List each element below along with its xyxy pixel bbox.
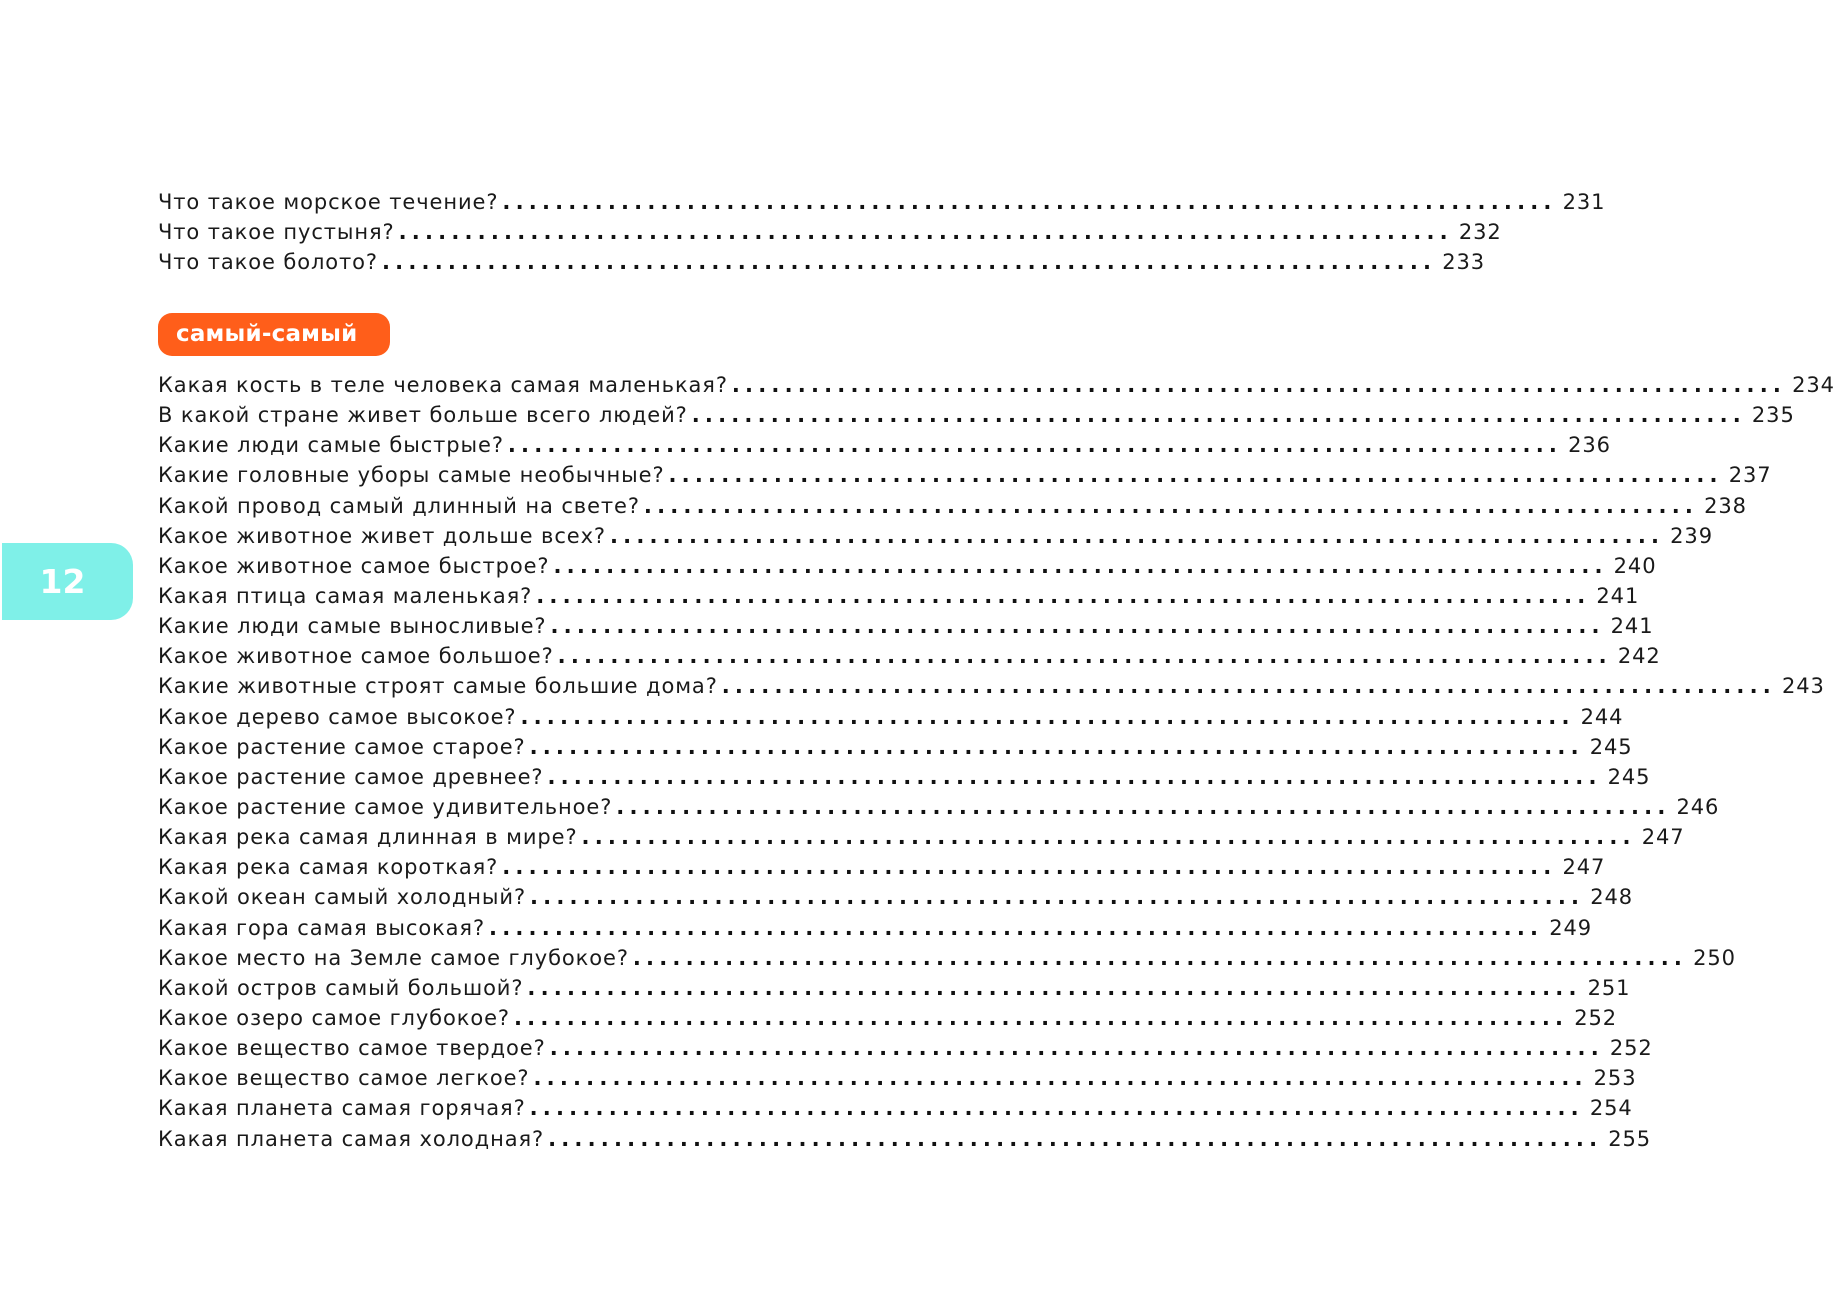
toc-entry-page-number: 234 xyxy=(1792,373,1835,397)
toc-entry xyxy=(158,915,1593,946)
toc-entry-title: Что такое пустыня? xyxy=(158,220,395,245)
toc-entry xyxy=(158,1066,1637,1096)
toc-entry xyxy=(158,553,1657,584)
toc-entry-title: Какой океан самый холодный? xyxy=(158,885,526,910)
toc-dot-leader: ................................................................................ xyxy=(507,433,1563,458)
toc-dot-leader: ................................................................................ xyxy=(691,403,1746,428)
toc-entry xyxy=(158,614,1654,644)
toc-entry-title: Что такое морское течение? xyxy=(158,190,499,214)
toc-dot-leader: ................................................................................ xyxy=(381,250,1437,275)
toc-dot-leader: ................................................................................ xyxy=(530,885,1585,910)
toc-entry xyxy=(158,644,1661,674)
toc-entry-title: Какие головные уборы самые необычные? xyxy=(158,463,665,488)
toc-list-main xyxy=(158,373,1835,1157)
toc-entry-title: Какое растение самое старое? xyxy=(158,734,526,759)
toc-dot-leader: ................................................................................ xyxy=(668,463,1723,488)
toc-entry-title: Какая планета самая горячая? xyxy=(158,1096,526,1121)
toc-entry-page-number: 247 xyxy=(1641,825,1685,850)
toc-entry xyxy=(158,190,1606,220)
toc-dot-leader: ................................................................................ xyxy=(398,220,1453,245)
toc-entry-title: В какой стране живет больше всего людей? xyxy=(158,403,688,428)
toc-entry-title: Какие люди самые быстрые? xyxy=(158,433,504,458)
toc-entry-page-number: 245 xyxy=(1607,764,1651,789)
toc-entry xyxy=(158,250,1485,280)
toc-entry xyxy=(158,1096,1633,1126)
toc-dot-leader: ................................................................................ xyxy=(547,764,1602,789)
toc-entry xyxy=(158,794,1720,825)
toc-entry-title: Какое животное самое быстрое? xyxy=(158,553,550,578)
toc-list-top xyxy=(158,190,1606,280)
toc-entry-page-number: 247 xyxy=(1562,855,1606,880)
toc-dot-leader: ................................................................................ xyxy=(616,794,1671,819)
toc-entry xyxy=(158,493,1747,524)
toc-entry xyxy=(158,1036,1653,1066)
toc-entry-page-number: 252 xyxy=(1609,1036,1653,1061)
toc-entry xyxy=(158,704,1624,735)
toc-entry-page-number: 253 xyxy=(1593,1066,1637,1091)
toc-entry-page-number: 245 xyxy=(1589,734,1633,759)
toc-entry-page-number: 249 xyxy=(1549,915,1593,940)
toc-entry-page-number: 232 xyxy=(1458,220,1502,245)
toc-entry-page-number: 255 xyxy=(1608,1126,1652,1151)
toc-dot-leader: ................................................................................ xyxy=(533,1066,1588,1091)
toc-dot-leader: ................................................................................ xyxy=(557,644,1612,669)
toc-entry xyxy=(158,855,1606,885)
toc-entry-page-number: 241 xyxy=(1596,583,1640,608)
toc-entry xyxy=(158,674,1825,704)
toc-entry xyxy=(158,433,1611,463)
toc-dot-leader: ................................................................................ xyxy=(609,523,1665,548)
toc-dot-leader: ................................................................................ xyxy=(581,825,1636,850)
toc-entry xyxy=(158,945,1736,976)
toc-entry-page-number: 240 xyxy=(1613,553,1657,578)
toc-entry-title: Какое растение самое удивительное? xyxy=(158,794,613,819)
toc-entry-page-number: 248 xyxy=(1590,885,1633,910)
toc-entry xyxy=(158,825,1685,855)
toc-entry-page-number: 233 xyxy=(1442,250,1485,275)
toc-entry-title: Какая гора самая высокая? xyxy=(158,915,486,940)
toc-entry-page-number: 243 xyxy=(1781,674,1825,699)
toc-dot-leader: ................................................................................ xyxy=(527,975,1582,1000)
toc-entry-title: Какие люди самые выносливые? xyxy=(158,614,547,639)
toc-dot-leader: ................................................................................ xyxy=(513,1005,1569,1030)
toc-entry-title: Какое растение самое древнее? xyxy=(158,764,544,789)
toc-entry-title: Какой провод самый длинный на свете? xyxy=(158,493,640,518)
toc-entry-title: Какое место на Земле самое глубокое? xyxy=(158,945,629,970)
toc-entry xyxy=(158,403,1795,433)
toc-entry-title: Что такое болото? xyxy=(158,250,378,275)
toc-entry-title: Какое вещество самое твердое? xyxy=(158,1036,546,1061)
toc-entry xyxy=(158,583,1640,614)
toc-entry-page-number: 254 xyxy=(1589,1096,1633,1121)
toc-entry xyxy=(158,373,1835,403)
toc-entry-title: Какая река самая длинная в мире? xyxy=(158,825,578,850)
toc-dot-leader: ................................................................................ xyxy=(721,674,1776,699)
toc-entry-title: Какая река самая короткая? xyxy=(158,855,499,880)
toc-entry-page-number: 235 xyxy=(1751,403,1795,428)
toc-entry-page-number: 238 xyxy=(1704,493,1747,518)
toc-entry-page-number: 236 xyxy=(1568,433,1611,458)
toc-entry-title: Какая кость в теле человека самая маленькая? xyxy=(158,373,728,397)
toc-entry-title: Какая птица самая маленькая? xyxy=(158,583,533,608)
toc-dot-leader: ................................................................................ xyxy=(536,583,1591,608)
toc-dot-leader: ................................................................................ xyxy=(553,553,1608,578)
toc-dot-leader: ................................................................................ xyxy=(550,614,1605,639)
toc-dot-leader: ................................................................................ xyxy=(502,190,1557,214)
toc-entry-page-number: 239 xyxy=(1670,523,1713,548)
toc-entry-page-number: 246 xyxy=(1676,794,1720,819)
toc-entry xyxy=(158,463,1772,493)
toc-entry-page-number: 252 xyxy=(1574,1005,1617,1030)
toc-dot-leader: ................................................................................ xyxy=(549,1036,1604,1061)
toc-entry-title: Какое животное живет дольше всех? xyxy=(158,523,606,548)
section-heading-badge: самый-самый xyxy=(158,313,390,356)
toc-entry xyxy=(158,220,1502,250)
toc-dot-leader: ................................................................................ xyxy=(520,704,1575,729)
toc-dot-leader: ................................................................................ xyxy=(632,945,1688,970)
toc-entry-title: Какое животное самое большое? xyxy=(158,644,554,669)
toc-entry-title: Какое вещество самое легкое? xyxy=(158,1066,530,1091)
toc-dot-leader: ................................................................................ xyxy=(489,915,1544,940)
toc-entry-page-number: 251 xyxy=(1587,975,1631,1000)
toc-entry-page-number: 242 xyxy=(1617,644,1661,669)
toc-entry xyxy=(158,1005,1617,1036)
toc-entry-page-number: 244 xyxy=(1580,704,1624,729)
toc-entry-page-number: 237 xyxy=(1728,463,1772,488)
toc-entry-title: Какие животные строят самые большие дома? xyxy=(158,674,718,699)
toc-dot-leader: ................................................................................ xyxy=(548,1126,1603,1151)
toc-entry-page-number: 241 xyxy=(1610,614,1654,639)
toc-entry-title: Какое озеро самое глубокое? xyxy=(158,1005,510,1030)
toc-entry-page-number: 250 xyxy=(1693,945,1736,970)
toc-entry xyxy=(158,885,1633,915)
toc-entry xyxy=(158,734,1633,765)
toc-entry-title: Какой остров самый большой? xyxy=(158,975,524,1000)
page-number-tab: 12 xyxy=(2,543,133,620)
toc-entry xyxy=(158,975,1631,1006)
toc-entry xyxy=(158,1126,1652,1157)
toc-dot-leader: ................................................................................ xyxy=(731,373,1787,397)
toc-entry-page-number: 231 xyxy=(1562,190,1606,214)
toc-dot-leader: ................................................................................ xyxy=(643,493,1699,518)
toc-entry-title: Какая планета самая холодная? xyxy=(158,1126,545,1151)
toc-dot-leader: ................................................................................ xyxy=(529,1096,1584,1121)
toc-dot-leader: ................................................................................ xyxy=(529,734,1584,759)
toc-entry xyxy=(158,764,1651,795)
toc-entry xyxy=(158,523,1713,554)
toc-dot-leader: ................................................................................ xyxy=(502,855,1557,880)
toc-entry-title: Какое дерево самое высокое? xyxy=(158,704,517,729)
